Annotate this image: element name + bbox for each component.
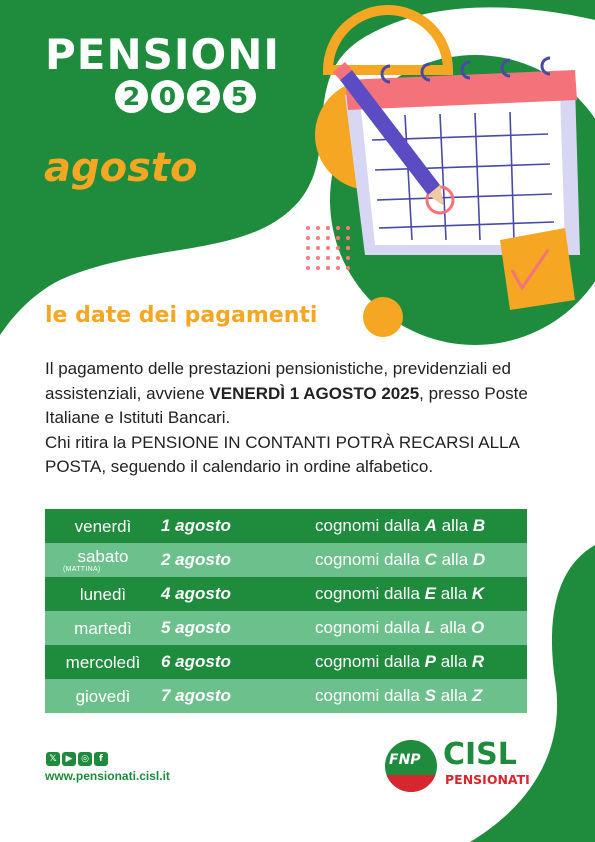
schedule-row xyxy=(45,509,527,543)
letter-to: B xyxy=(472,516,486,535)
schedule-surnames xyxy=(315,584,527,604)
letter-to: D xyxy=(472,550,486,569)
letter-from: C xyxy=(424,550,437,569)
surname-prefix: cognomi dalla xyxy=(315,516,420,535)
year-digit: 2 xyxy=(187,80,220,113)
schedule-date: 5 agosto xyxy=(161,618,231,637)
letter-from: L xyxy=(424,618,436,637)
surname-prefix: cognomi dalla xyxy=(315,550,420,569)
fnp-badge xyxy=(385,740,437,792)
letter-to: O xyxy=(470,618,485,637)
letter-to: R xyxy=(471,652,485,671)
year-digit: 5 xyxy=(223,80,256,113)
badge-red-band xyxy=(385,775,437,792)
letter-to: K xyxy=(471,584,485,603)
surname-connector: alla xyxy=(441,550,469,569)
schedule-surnames xyxy=(315,618,527,638)
facebook-icon[interactable]: f xyxy=(94,752,108,766)
schedule-row xyxy=(45,679,527,713)
letter-from: P xyxy=(424,652,436,671)
intro-text-segment: , presso Poste Italiane e Istituti Bancari. xyxy=(45,383,528,427)
x-icon[interactable]: 𝕏 xyxy=(46,752,60,766)
schedule-surnames xyxy=(315,516,527,536)
schedule-surnames xyxy=(315,686,527,706)
sticky-note-illustration xyxy=(500,228,575,310)
schedule-row xyxy=(45,645,527,679)
day-label: giovedì xyxy=(75,686,131,706)
month-heading: agosto xyxy=(44,145,198,191)
intro-paragraph-2: Chi ritira la PENSIONE IN CONTANTI POTRÀ RECARSI ALLA POSTA, seguendo il calendario in ordine alfabetico. xyxy=(45,432,519,476)
schedule-date: 7 agosto xyxy=(161,686,231,705)
surname-connector: alla xyxy=(441,516,469,535)
day-label: venerdì xyxy=(74,516,132,536)
intro-paragraph-1 xyxy=(45,357,565,431)
day-note: (MATTINA) xyxy=(63,565,101,573)
schedule-date: 4 agosto xyxy=(161,584,231,603)
schedule-date: 2 agosto xyxy=(161,550,231,569)
letter-from: E xyxy=(424,584,436,603)
year-digit: 2 xyxy=(115,80,148,113)
schedule-day xyxy=(45,518,161,535)
surname-connector: alla xyxy=(440,686,468,705)
schedule-date: 6 agosto xyxy=(161,652,231,671)
day-label: martedì xyxy=(74,618,132,638)
schedule-surnames xyxy=(315,652,527,672)
surname-prefix: cognomi dalla xyxy=(315,652,420,671)
schedule-day xyxy=(45,654,161,671)
intro-text xyxy=(45,357,565,480)
year-badges xyxy=(115,80,256,113)
orange-dot xyxy=(363,297,403,337)
schedule-row xyxy=(45,577,527,611)
fnp-label: FNP xyxy=(389,752,421,768)
year-digit: 0 xyxy=(151,80,184,113)
schedule-day xyxy=(45,586,161,603)
day-label: lunedì xyxy=(79,584,127,604)
fnp-cisl-logo xyxy=(385,738,535,796)
letter-from: S xyxy=(424,686,436,705)
payment-date-highlight: VENERDÌ 1 AGOSTO 2025 xyxy=(209,383,420,403)
social-links xyxy=(46,752,108,766)
page-title: PENSIONI xyxy=(45,30,280,79)
letter-from: A xyxy=(424,516,437,535)
calendar-illustration xyxy=(345,58,580,255)
schedule-day xyxy=(45,548,161,573)
intro-text-segment: Il pagamento delle prestazioni pensionistiche, previdenziali ed assistenziali, avviene xyxy=(45,359,511,403)
surname-connector: alla xyxy=(440,652,468,671)
day-label: mercoledì xyxy=(65,652,141,672)
schedule-row xyxy=(45,543,527,577)
surname-connector: alla xyxy=(439,618,467,637)
schedule-day xyxy=(45,688,161,705)
schedule-surnames xyxy=(315,550,527,570)
day-label: sabato xyxy=(77,546,129,566)
schedule-row xyxy=(45,611,527,645)
youtube-icon[interactable]: ▶ xyxy=(62,752,76,766)
surname-prefix: cognomi dalla xyxy=(315,584,420,603)
schedule-date: 1 agosto xyxy=(161,516,231,535)
surname-prefix: cognomi dalla xyxy=(315,618,420,637)
cisl-label: CISL xyxy=(443,737,517,772)
surname-prefix: cognomi dalla xyxy=(315,686,420,705)
pensionati-label: PENSIONATI xyxy=(445,772,530,787)
surname-connector: alla xyxy=(440,584,468,603)
instagram-icon[interactable]: ◎ xyxy=(78,752,92,766)
letter-to: Z xyxy=(471,686,483,705)
payment-schedule-table xyxy=(45,509,527,713)
subtitle: le date dei pagamenti xyxy=(45,303,318,328)
website-link[interactable]: www.pensionati.cisl.it xyxy=(45,769,170,783)
schedule-day xyxy=(45,620,161,637)
